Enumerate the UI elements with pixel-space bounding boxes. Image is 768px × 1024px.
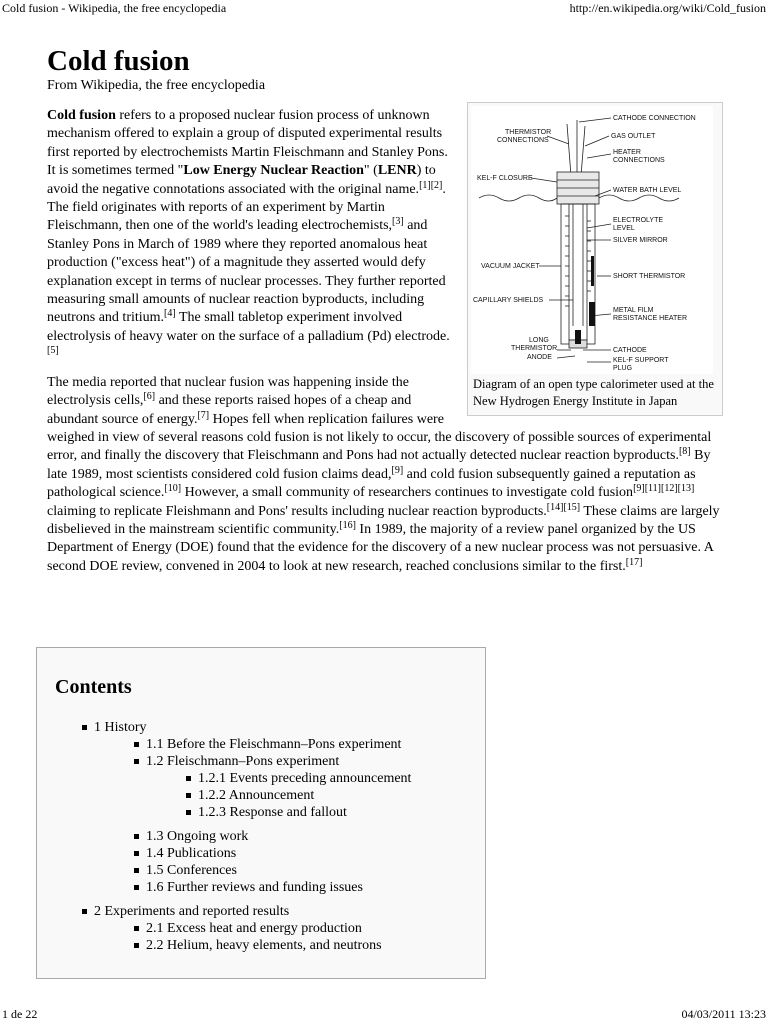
- toc-item[interactable]: 1.6 Further reviews and funding issues: [134, 879, 411, 896]
- citation-ref[interactable]: [7]: [197, 409, 210, 421]
- svg-text:KEL-F SUPPORT: KEL-F SUPPORT: [613, 357, 669, 364]
- article-body: [47, 107, 723, 585]
- svg-text:CONNECTIONS: CONNECTIONS: [613, 157, 665, 164]
- citation-ref[interactable]: [16]: [339, 519, 356, 531]
- toc-item[interactable]: 2.1 Excess heat and energy production: [134, 920, 411, 937]
- figure-caption: Diagram of an open type calorimeter used at the New Hydrogen Energy Institute in Japan: [473, 377, 714, 408]
- svg-text:SILVER MIRROR: SILVER MIRROR: [613, 237, 668, 244]
- svg-text:GAS OUTLET: GAS OUTLET: [611, 133, 656, 140]
- svg-text:CAPILLARY SHIELDS: CAPILLARY SHIELDS: [473, 297, 544, 304]
- svg-text:WATER BATH LEVEL: WATER BATH LEVEL: [613, 187, 682, 194]
- svg-text:LEVEL: LEVEL: [613, 225, 635, 232]
- svg-text:KEL-F CLOSURE: KEL-F CLOSURE: [477, 175, 533, 182]
- svg-text:ANODE: ANODE: [527, 354, 552, 361]
- toc-item[interactable]: 1.3 Ongoing work: [134, 828, 411, 845]
- print-footer-page: 1 de 22: [2, 1007, 38, 1021]
- figure-thumbnail: [467, 102, 723, 416]
- citation-ref[interactable]: [17]: [625, 556, 643, 568]
- toc-item-experiments[interactable]: 2 Experiments and reported results 2.1 Excess heat and energy production 2.2 Helium, heavy elements, and neutrons: [82, 903, 411, 954]
- citation-ref[interactable]: [10]: [164, 483, 182, 495]
- svg-text:LONG: LONG: [529, 337, 549, 344]
- print-header-title: Cold fusion - Wikipedia, the free encyclopedia: [2, 1, 227, 15]
- toc-item[interactable]: 1.5 Conferences: [134, 862, 411, 879]
- page-subtitle: From Wikipedia, the free encyclopedia: [47, 78, 266, 93]
- toc-item[interactable]: 1.2.2 Announcement: [186, 787, 411, 804]
- calorimeter-diagram: [471, 106, 713, 374]
- svg-text:METAL FILM: METAL FILM: [613, 307, 654, 314]
- svg-text:RESISTANCE HEATER: RESISTANCE HEATER: [613, 315, 688, 322]
- toc-list: [82, 719, 411, 954]
- svg-text:SHORT THERMISTOR: SHORT THERMISTOR: [613, 273, 686, 280]
- svg-text:HEATER: HEATER: [613, 149, 641, 156]
- svg-text:PLUG: PLUG: [613, 365, 633, 372]
- toc-item[interactable]: 1.2.1 Events preceding announcement: [186, 770, 411, 787]
- svg-text:CATHODE: CATHODE: [613, 347, 647, 354]
- toc-item[interactable]: 1.1 Before the Fleischmann–Pons experiment: [134, 736, 411, 753]
- svg-text:CATHODE CONNECTION: CATHODE CONNECTION: [613, 115, 696, 122]
- citation-ref[interactable]: [9][11][12][13]: [633, 483, 695, 495]
- term-lenr-abbr: LENR: [377, 163, 417, 179]
- toc-item-history[interactable]: 1 History 1.1 Before the Fleischmann–Pons experiment 1.2 Fleischmann–Pons experiment 1.2.1 Events preceding announcement 1.2.2 Announcement 1.2.3 Response and fallout 1.3 Ongoing work 1.4 Publications 1.5 Conferences 1.6 Further reviews and funding issues: [82, 719, 411, 896]
- citation-ref[interactable]: [6]: [143, 391, 156, 403]
- citation-ref[interactable]: [9]: [391, 464, 404, 476]
- toc-item[interactable]: 1.4 Publications: [134, 845, 411, 862]
- print-footer-date: 04/03/2011 13:23: [681, 1007, 766, 1021]
- toc-item[interactable]: 2.2 Helium, heavy elements, and neutrons: [134, 937, 411, 954]
- svg-text:THERMISTOR: THERMISTOR: [505, 129, 552, 136]
- svg-text:VACUUM JACKET: VACUUM JACKET: [481, 263, 540, 270]
- term-lenr[interactable]: Low Energy Nuclear Reaction: [183, 163, 364, 179]
- media-paragraph: The media reported that nuclear fusion was happening inside the electrolysis cells,[6] and these reports raised hopes of a cheap and abundant source of energy.[7] Hopes fell when replication failures were weighed in view of several reasons cold fusion is not likely to occur, the discovery of possible sources of experimental error, and finally the discovery that Fleischmann and Pons had not actually detected nuclear reaction byproducts.[8] By late 1989, most scientists considered cold fusion claims dead,[9] and cold fusion subsequently gained a reputation as pathological science.[10] However, a small community of researchers continues to investigate cold fusion[9][11][12][13] claiming to replicate Fleishmann and Pons' results including nuclear reaction byproducts.[14][15] These claims are largely disbelieved in the mainstream scientific community.[16] In 1989, the majority of a review panel organized by the US Department of Energy (DOE) found that the evidence for the discovery of a new nuclear process was not persuasive. A second DOE review, convened in 2004 to look at new research, reached conclusions similar to the first.[17]: [47, 374, 720, 574]
- term-cold-fusion: Cold fusion: [47, 108, 116, 123]
- svg-text:CONNECTIONS: CONNECTIONS: [497, 137, 549, 144]
- toc-title: Contents: [55, 676, 132, 698]
- toc-item[interactable]: 1.2 Fleischmann–Pons experiment 1.2.1 Events preceding announcement 1.2.2 Announcement 1.2.3 Response and fallout: [134, 753, 411, 821]
- citation-ref[interactable]: [14][15]: [546, 501, 581, 513]
- toc-item[interactable]: 1.2.3 Response and fallout: [186, 804, 411, 821]
- citation-ref[interactable]: [8]: [678, 446, 691, 458]
- page-title: Cold fusion: [47, 45, 190, 77]
- citation-ref[interactable]: [3]: [392, 216, 404, 228]
- table-of-contents: [36, 647, 486, 979]
- intro-paragraph: Cold fusion refers to a proposed nuclear fusion process of unknown mechanism offered to explain a group of disputed experimental results first reported by electrochemists Martin Fleischmann and Stanley Pons. It is sometimes termed "Low Energy Nuclear Reaction" (LENR) to avoid the negative connotations associated with the original name.[1][2]. The field originates with reports of an experiment by Martin Fleischmann, then one of the world's leading electrochemists,[3] and Stanley Pons in March of 1989 where they reported anomalous heat production ("excess heat") of a magnitude they asserted would defy explanation except in terms of nuclear processes. They further reported measuring small amounts of nuclear reaction byproducts, including neutrons and tritium.[4] The small tabletop experiment involved electrolysis of heavy water on the surface of a palladium (Pd) electrode.[5]: [47, 108, 450, 357]
- citation-ref[interactable]: [4]: [164, 308, 176, 320]
- svg-text:THERMISTOR: THERMISTOR: [511, 345, 558, 352]
- print-header-url: http://en.wikipedia.org/wiki/Cold_fusion: [569, 1, 766, 15]
- citation-ref[interactable]: [5]: [47, 345, 59, 357]
- svg-text:ELECTROLYTE: ELECTROLYTE: [613, 217, 664, 224]
- citation-ref[interactable]: [1][2]: [419, 179, 443, 191]
